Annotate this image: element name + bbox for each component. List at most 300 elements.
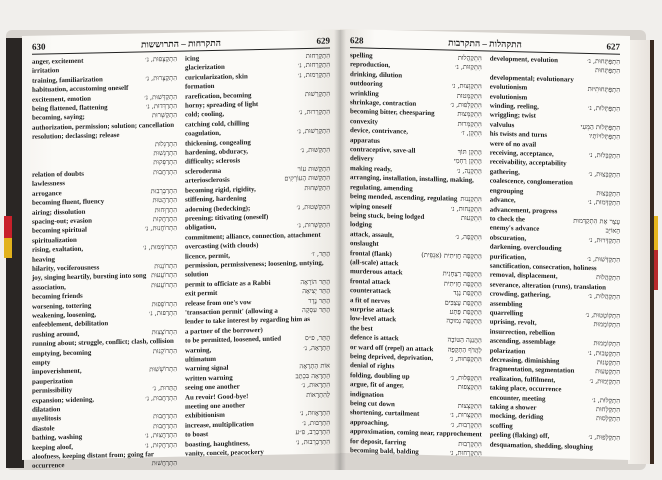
book-page-edges-right xyxy=(628,40,654,464)
entry-english: adorning (bedecking); xyxy=(185,204,251,214)
entry-hebrew: הִתְקַיְּמוּת, נ׳ xyxy=(589,376,620,386)
entry-hebrew: אוֹת הַתְרָאָה xyxy=(299,361,330,371)
left-page xyxy=(22,29,340,471)
entry-english: the best xyxy=(350,324,373,333)
entry-english: to boast xyxy=(185,431,209,439)
entry-english: evolutionism xyxy=(489,93,528,102)
entry-english: association, xyxy=(32,283,66,292)
entry-hebrew: הֶתֵּרוּת, נ׳ xyxy=(152,383,177,393)
entry-english: convexity xyxy=(350,118,378,126)
entry-english: solution xyxy=(185,271,209,279)
entry-hebrew: הִתְפַּתְּלוּיוֹתָיו xyxy=(589,132,620,142)
entry-hebrew: הִתְרַבְרֵב, פ״ע xyxy=(295,427,330,437)
entry-english: boasting, haughtiness, xyxy=(185,439,250,449)
entry-hebrew: הָאוֹיֵב xyxy=(605,226,620,236)
entry-english: becoming fluent, fluency xyxy=(32,198,105,207)
entry-english: icing xyxy=(185,55,200,63)
entry-hebrew: הִתְקַהֲלוּת xyxy=(596,273,620,283)
entry-hebrew: הִתְרַגְּשׁוּת xyxy=(153,148,177,158)
entry-english: being flattened, flattening xyxy=(32,104,108,113)
entry-hebrew: לַהֲדֹף הַתְקָפָה xyxy=(447,345,482,354)
entry-english: rising, exaltation, xyxy=(32,245,84,254)
entry-hebrew: הִתְקַשְּׁחוּת xyxy=(304,183,330,192)
entry-english: regulating, amending xyxy=(350,183,413,193)
entry-hebrew: הִתְקַמְּטוּת xyxy=(456,91,482,101)
entry-hebrew: הִתְקַדְּמוּת, נ׳ xyxy=(588,198,620,207)
entry-hebrew: הִתְקָרְחוּת xyxy=(305,51,330,61)
entry-english: Au revoir! Good-bye! xyxy=(185,392,249,402)
entry-english: pauperization xyxy=(32,377,73,386)
entry-hebrew: הִתְקַעוּת xyxy=(460,213,482,223)
entry-hebrew: הִתְרַחֲבוּת xyxy=(153,421,177,431)
entry-english: being cut down xyxy=(350,400,395,409)
entry-english: uprising, revolt, xyxy=(489,318,537,328)
book-gutter xyxy=(334,30,346,470)
entry-hebrew: הִתְקַוְּצוּת, נ׳ xyxy=(451,81,482,91)
entry-english: spelling xyxy=(350,52,373,60)
entry-english: authorization, permission; solution; cancellation xyxy=(32,121,175,132)
entry-hebrew: הַתְקָפָה נְמוּכָה xyxy=(446,316,482,326)
entry-english: winding, reeling, xyxy=(489,102,539,111)
entry-hebrew: הִתְרַחֲקוּת xyxy=(152,214,177,224)
entry-english: catching cold, chilling xyxy=(185,120,250,129)
entry-hebrew: הַתְרָאָה בִּכְתָב xyxy=(295,371,330,381)
entry-english: rarefication, becoming xyxy=(185,91,252,101)
entry-hebrew: הֻתַּר, פ״ס xyxy=(305,333,330,343)
entry-english: arranging, installation, installing, making, xyxy=(350,174,474,185)
entry-english: permit to officiate as a Rabbi xyxy=(185,279,271,289)
entry-hebrew: הִתְקַנְּנוּת xyxy=(460,194,482,204)
entry-english: obscuration, xyxy=(489,234,527,243)
entry-english: expansion; widening, xyxy=(32,396,95,405)
entry-english: arrogance xyxy=(32,189,62,198)
entry-english: myelitosis xyxy=(32,415,62,424)
entry-english: increase, multiplication xyxy=(185,420,254,430)
running-title: התקהלות – התקרבות xyxy=(448,37,522,50)
entry-hebrew: הִתְרוֹשְׁשׁוּת xyxy=(149,365,177,374)
entry-english: developmental; evolutionary xyxy=(489,74,574,84)
entry-hebrew: הִתְקוֹטְטוּת, נ׳ xyxy=(585,310,620,320)
entry-english: shortening, curtailment xyxy=(350,409,420,419)
entry-hebrew: הִתְקָרְחוּת, נ׳ xyxy=(297,60,330,70)
entry-english: exit permit xyxy=(185,290,218,298)
entry-hebrew: הַתְרָאָה, נ׳ xyxy=(303,343,330,352)
entry-english: anger, excitement xyxy=(32,57,84,66)
entry-hebrew: הִתְקַבְּצוּת xyxy=(596,188,620,198)
entry-hebrew: הִתְקַטְּעוּת xyxy=(595,367,620,377)
entry-english: seeing one another xyxy=(185,383,240,392)
dictionary-column xyxy=(350,51,482,458)
entry-hebrew: הִתְקַשְּׁטוּת, נ׳ xyxy=(296,202,330,211)
entry-english: device, contrivance, xyxy=(350,127,408,136)
entry-english: defence is attack xyxy=(350,334,399,343)
entry-english: darkening, overclouding xyxy=(489,243,562,253)
page-number: 629 xyxy=(316,35,330,46)
entry-english: becoming, saying; xyxy=(32,114,85,123)
entry-english: murderous attack xyxy=(350,268,403,277)
entry-hebrew: הִתְקַטְּבוּת, נ׳ xyxy=(587,348,620,358)
entry-english: spiritualization xyxy=(32,236,77,245)
entry-hebrew: הִתְקַדְּשׁוּת, נ׳ xyxy=(587,254,620,264)
entry-english: cold; cooling, xyxy=(185,111,225,120)
entry-hebrew: הִתְרַפּוּת, נ׳ xyxy=(148,308,177,318)
entry-english: ascending, assemblage xyxy=(489,337,556,347)
entry-english: being deprived, deprivation, xyxy=(350,353,434,363)
entry-english: desquamation, shedding, sloughing xyxy=(489,441,593,451)
entry-hebrew: הִתְרַחֲצוּת, נ׳ xyxy=(145,431,177,440)
entry-english: becoming bald, balding xyxy=(350,447,419,456)
entry-english: meeting one another xyxy=(185,402,246,411)
entry-hebrew: הִתְרוֹעֲעוּת xyxy=(151,280,177,290)
entry-english: crowding, gathering, xyxy=(489,290,551,300)
entry-english: horny; spreading of light xyxy=(185,101,259,110)
entry-english: airing; dissolution xyxy=(32,208,86,217)
entry-english: insurrection, rebellion xyxy=(489,328,555,337)
entry-english: taking a shower xyxy=(489,403,537,412)
entry-hebrew: הִתְקָרְמוּת, נ׳ xyxy=(297,70,330,80)
entry-english: advance, xyxy=(489,196,516,205)
entry-hebrew: הִתְקַשְּׁרוּת xyxy=(152,111,177,120)
entry-english: gathering, xyxy=(489,168,520,177)
entry-english: folding, doubling up xyxy=(350,371,410,381)
entry-english: indignation xyxy=(350,390,384,399)
entry-hebrew: הִתְקַמְּצוּת xyxy=(457,110,482,119)
entry-english: exhibitionism xyxy=(185,412,225,421)
entry-hebrew: הִתְקַלְּחוּת xyxy=(595,405,620,414)
entry-hebrew: הִתְרַהֲטוּת xyxy=(152,195,177,205)
entry-english: becoming spiritual xyxy=(32,226,87,236)
entry-english: heaving xyxy=(32,255,55,264)
entry-english: low-level attack xyxy=(350,315,397,324)
entry-english: contraceptive, save-all xyxy=(350,146,416,155)
entry-hebrew: לְהִתְרָאוֹת xyxy=(306,390,330,399)
entry-english: advancement, progress xyxy=(489,206,558,215)
entry-english: approximation, coming near, rapprochement xyxy=(350,428,482,439)
bookmark-ribbon-red xyxy=(4,216,12,238)
entry-english: severance, alteration (runs), translation xyxy=(489,281,606,292)
entry-hebrew: הִתְרַדְּדוּת, נ׳ xyxy=(146,101,177,111)
dictionary-column xyxy=(490,55,620,458)
entry-english: a partner of the borrower) xyxy=(185,326,263,336)
entry-hebrew: הִתְקוֹמְמוּת xyxy=(593,320,620,330)
entry-english: glacierization xyxy=(185,64,225,72)
entry-hebrew: הִתְרוֹצְצוּת xyxy=(151,327,177,337)
entry-hebrew: הִתְקֵן, ז׳ xyxy=(461,129,482,138)
entry-hebrew: הִתְרָאוּת, נ׳ xyxy=(301,380,330,390)
entry-hebrew: הִתְקַמְּרוּת xyxy=(457,119,482,129)
entry-hebrew: הִתְרַחֲשׁוּת xyxy=(151,459,177,468)
entry-english: argue, fit of anger, xyxy=(350,381,404,390)
entry-english: shrinkage, contraction xyxy=(350,99,417,108)
entry-english: being mended, ascending, regulating xyxy=(350,193,458,203)
entry-english: surprise attack xyxy=(350,306,395,315)
dictionary-column xyxy=(185,51,330,458)
entry-english: keeping aloof, xyxy=(32,443,73,452)
entry-hebrew: הִתְפַּתְּלוּת הַמְּעִי xyxy=(580,122,620,132)
entry-hebrew: הִתְרַבְּרְבוּת xyxy=(150,186,177,195)
entry-english: to be permitted, loosened, untied xyxy=(185,335,282,345)
entry-english: outdooring xyxy=(350,80,383,89)
entry-hebrew: הִתְקַצְּרוּת, נ׳ xyxy=(145,73,177,83)
entry-english: hilarity, vociferousness xyxy=(32,264,100,273)
entry-hebrew: הִתְקַפְּחוּת, נ׳ xyxy=(449,354,482,364)
entry-english: decreasing, diminishing xyxy=(489,356,560,366)
entry-english: dilatation xyxy=(32,406,61,414)
entry-english: impoverishment, xyxy=(32,368,82,377)
entry-english: overcasting (with clouds) xyxy=(185,242,259,251)
entry-hebrew: הַתְקָפָה חֲזִיתִית (אַגְפִית) xyxy=(421,250,482,260)
entry-english: removal, displacement, xyxy=(489,271,558,281)
entry-english: approaching, xyxy=(350,419,389,427)
entry-hebrew: הַתְקָפָה רַצְחָנִית xyxy=(442,269,482,279)
entry-hebrew: הִתְרַגְּלוּת xyxy=(154,139,177,148)
entry-english: apparatus xyxy=(350,136,380,145)
entry-english: a fit of nerves xyxy=(350,296,390,305)
entry-hebrew: הִתְפַּתְּלוּת, נ׳ xyxy=(588,104,620,113)
entry-hebrew: הִתְקַצְּצוּת xyxy=(457,401,482,411)
entry-english: habituation, accustoming oneself xyxy=(32,84,129,95)
dictionary-column xyxy=(32,54,177,471)
entry-english: arteriosclerosis xyxy=(185,176,230,185)
entry-english: drinking, dilution xyxy=(350,70,403,80)
entry-english: emptying, becoming xyxy=(32,349,92,358)
entry-english: permission, permissiveness; loosening, untying, xyxy=(185,259,324,270)
entry-english: attack, assault, xyxy=(350,230,394,239)
entry-hebrew: הִתְקַשּׁוּת, נ׳ xyxy=(300,145,330,155)
entry-english: frontal (flank) xyxy=(350,249,392,258)
entry-hebrew: הִתְרוֹקְנוּת xyxy=(152,346,177,355)
entry-english: thickening, congealing xyxy=(185,138,251,148)
entry-english: spacing-out; evasion xyxy=(32,217,92,226)
entry-hebrew: הִתְרוֹפְפוּת xyxy=(151,299,177,308)
entry-english: licence, permit, xyxy=(185,252,230,261)
entry-hebrew: הִתְקַבְּלוּת, נ׳ xyxy=(588,151,620,160)
entry-hebrew: הֶתֵּר, ז׳ xyxy=(311,249,330,258)
entry-hebrew: הַתְקָנָה, נ׳ xyxy=(456,166,482,176)
entry-english: sanctification, consecration, holiness xyxy=(489,262,597,273)
entry-english: preening; titivating (oneself) xyxy=(185,213,269,223)
entry-hebrew: הִתְקַהֲלוּת, נ׳ xyxy=(588,292,620,301)
entry-english: receiving, acceptance, xyxy=(489,149,554,159)
entry-hebrew: הִתְקָרְשׁוּת xyxy=(305,89,330,98)
entry-hebrew: הֶתֵּר נֶדֶר xyxy=(308,296,330,305)
entry-english: aloofness, keeping distant from; going far xyxy=(32,451,154,461)
entry-hebrew: הִתְרָאֲווּת, נ׳ xyxy=(299,408,330,418)
entry-english: commitment; alliance, connection, attachment xyxy=(185,231,321,242)
entry-hebrew: הַתְקָפַת נֶגֶד xyxy=(453,288,482,298)
entry-hebrew: הִתְרַוְּחוּת xyxy=(154,205,177,214)
entry-english: training, familiarization xyxy=(32,76,103,85)
entry-english: relation of doubts xyxy=(32,170,84,179)
entry-english: lodging xyxy=(350,221,372,230)
entry-hebrew: הִתְפַּתְּחוּת xyxy=(595,66,620,76)
entry-english: warning signal xyxy=(185,365,229,373)
entry-hebrew: הַתְקָפַת פֶּתַע xyxy=(449,307,482,317)
entry-english: to check the xyxy=(489,215,525,224)
entry-hebrew: הִתְקַבְּצוּת, נ׳ xyxy=(588,169,620,179)
entry-hebrew: הִתְרַבּוּת, נ׳ xyxy=(302,418,330,427)
entry-hebrew: הִתְרַחֲקוּת, נ׳ xyxy=(144,440,177,450)
entry-hebrew: הִתְקַהֲלוּת xyxy=(457,53,482,63)
entry-english: worsening, tottering xyxy=(32,302,92,311)
entry-english: wriggling; twist xyxy=(489,112,536,121)
entry-hebrew: הִתְקוֹמְמוּת xyxy=(593,339,620,348)
entry-english: weakening, loosening, xyxy=(32,311,97,320)
entry-hebrew: הִתְרַחֲבוּת, נ׳ xyxy=(145,393,177,403)
entry-english: becoming friends xyxy=(32,292,83,301)
entry-english: rushing around, xyxy=(32,330,80,339)
entry-english: coagulation, xyxy=(185,130,221,138)
bookmark-ribbon-yellow xyxy=(4,238,12,258)
entry-hebrew: הִתְקַלְּפוּת, נ׳ xyxy=(450,100,482,110)
entry-english: being stuck, being lodged xyxy=(350,212,425,221)
entry-english: written warning xyxy=(185,374,233,383)
entry-english: or ward off (repel) an attack xyxy=(350,343,434,353)
entry-hebrew: הִתְפַּתְּחוּת, נ׳ xyxy=(587,56,620,66)
entry-hebrew: הִתְרַחֲבוּת xyxy=(153,412,177,421)
entry-english: becoming bitter, cheesparing xyxy=(350,108,435,118)
entry-english: engrouping xyxy=(489,187,524,196)
entry-english: polarization xyxy=(489,347,526,356)
page-number: 627 xyxy=(606,41,620,52)
entry-english: valvulus xyxy=(489,121,515,130)
entry-english: taking place, occurrence xyxy=(489,384,562,394)
entry-hebrew: הִתְרוֹמְמוּת, נ׳ xyxy=(142,242,177,252)
page-number: 630 xyxy=(32,41,46,52)
entry-hebrew: הִתְקָרְבוּת xyxy=(458,439,482,449)
entry-hebrew: הִתְקַדְּרוּת, נ׳ xyxy=(588,235,620,245)
entry-english: hardening, obduracy, xyxy=(185,148,248,157)
entry-english: were of no avail xyxy=(489,140,537,149)
entry-english: release from one's vow xyxy=(185,298,252,308)
entry-english: (all-scale) attack xyxy=(350,259,399,268)
entry-hebrew: הִתְרוֹחֲנוּת, נ׳ xyxy=(144,224,177,233)
entry-hebrew: הִתְרַפְּקוּת xyxy=(153,158,177,167)
entry-english: peeling (flaking) off, xyxy=(489,431,550,441)
entry-english: scoffing xyxy=(489,422,513,430)
entry-english: enemy's advance xyxy=(489,224,540,234)
entry-hebrew: עָצַר אֶת הִתְקַדְּמוּת xyxy=(573,216,620,226)
entry-english: coalescence, conglomeration xyxy=(489,177,573,187)
entry-hebrew: הִתְרוֹנְנוּת xyxy=(154,261,177,271)
entry-hebrew: הֶתְקֵן רַחְמִי xyxy=(453,157,482,166)
entry-english: reproduction, xyxy=(350,61,391,70)
entry-english: mocking, deriding xyxy=(489,413,544,422)
entry-english: onslaught xyxy=(350,240,379,248)
entry-english: difficulty; sclerosis xyxy=(185,157,241,167)
entry-english: empty xyxy=(32,359,51,367)
entry-english: fragmentation, segmentation xyxy=(489,365,575,376)
entry-hebrew: הִתְרַחֲבוּת xyxy=(153,167,177,177)
entry-english: bathing, washing xyxy=(32,433,83,443)
entry-english: permissibility xyxy=(32,387,73,396)
entry-hebrew: הַתְקָפַת עֲצַבִּים xyxy=(444,298,482,307)
entry-hebrew: הִתְקַלְּפוּת, נ׳ xyxy=(588,433,620,443)
entry-hebrew: הִתְקַשּׁוּת עוֹר xyxy=(297,164,330,174)
entry-english: scleroderma xyxy=(185,167,222,176)
entry-hebrew: הַתְקָפָה חֲזִיתִית xyxy=(443,279,482,289)
entry-english: evolutionism xyxy=(489,83,528,92)
entry-english: warning, xyxy=(185,346,212,355)
entry-hebrew: הֶתֵּר עִסְקָה xyxy=(302,305,330,315)
right-page xyxy=(340,29,630,460)
entry-hebrew: הִתְקָרְשׁוּת, נ׳ xyxy=(297,126,330,136)
entry-english: lender to take interest by regarding him as xyxy=(185,316,310,326)
entry-english: purification, xyxy=(489,253,527,261)
entry-english: 'transaction permit' (allowing a xyxy=(185,307,278,317)
entry-english: lawlessness xyxy=(32,180,65,189)
entry-english: becoming rigid, rigidity, xyxy=(185,185,256,195)
entry-english: vanity, conceit, peacockery xyxy=(185,448,264,458)
entry-english: irritation xyxy=(32,67,60,76)
entry-english: running about; struggle, conflict; clash, collision xyxy=(32,338,174,348)
entry-english: for deposit, farring xyxy=(350,437,406,447)
entry-hebrew: הַהֲגַנָּה הַטּוֹבָה xyxy=(447,335,482,345)
entry-english: quarrelling xyxy=(489,309,523,318)
entry-hebrew: הִתְקָרְרוּת, נ׳ xyxy=(298,107,330,117)
entry-hebrew: הִתְרוֹעֲעוּת xyxy=(151,271,177,280)
entry-english: enfeeblement, debilitation xyxy=(32,320,109,330)
entry-hebrew: הִתְקַטְּנוּת xyxy=(596,358,620,367)
entry-hebrew: הִתְקַצְּפוּת, נ׳ xyxy=(145,54,177,64)
entry-english: stiffening, hardening xyxy=(185,195,247,204)
entry-hebrew: הִתְקַדְּשׁוּת, נ׳ xyxy=(144,92,177,102)
entry-hebrew: הֶתֵּר יְצִיאָה xyxy=(302,286,330,296)
entry-english: frontal attack xyxy=(350,277,391,286)
entry-english: occurrence xyxy=(32,462,65,471)
entry-hebrew: הִתְקַפְּלוּת, נ׳ xyxy=(450,373,482,383)
entry-hebrew: הִתְקַנְּחוּת, נ׳ xyxy=(450,204,482,213)
entry-english: excitement, emotion xyxy=(32,95,91,104)
entry-hebrew: הִתְקַלּוּת, נ׳ xyxy=(592,395,620,405)
entry-english: realization, fulfilment, xyxy=(489,375,556,384)
entry-english: making ready, xyxy=(350,165,392,174)
entry-english: denial of rights xyxy=(350,362,395,371)
entry-english: encounter, meeting xyxy=(489,394,546,403)
entry-english: development, evolution xyxy=(489,55,558,65)
entry-english: assembling xyxy=(489,300,523,308)
entry-hebrew: הֶתְקֵן תּוֹךְ xyxy=(457,147,482,157)
entry-english: obligation, xyxy=(185,224,217,232)
entry-english: delivery xyxy=(350,155,374,164)
entry-hebrew: הִתְקַלְּסוּת xyxy=(596,414,620,424)
entry-hebrew: הִתְפַּתְּחוּתִיּוּת xyxy=(587,85,620,94)
entry-english: joy, singing heartily, bursting into song xyxy=(32,272,147,283)
entry-english: wrinkling xyxy=(350,89,379,98)
entry-hebrew: הִתְקַצְּרוּת, נ׳ xyxy=(450,411,482,420)
entry-hebrew: הִתְקַשְּׁרוּת, נ׳ xyxy=(297,220,330,230)
entry-hebrew: הִתְקַוּוּת, נ׳ xyxy=(455,63,482,72)
entry-english: counterattack xyxy=(350,287,391,296)
entry-hebrew: הִתְרַבְרְבוּת, נ׳ xyxy=(295,437,330,446)
entry-hebrew: הִתְקָרְחוּת, נ׳ xyxy=(449,448,482,458)
entry-english: ultimatum xyxy=(185,355,217,364)
entry-english: resolution; declassing; release xyxy=(32,132,120,142)
entry-hebrew: הִתְקַצְּפוּת xyxy=(457,383,482,392)
entry-english: formation xyxy=(185,83,215,91)
page-number: 628 xyxy=(350,35,364,46)
entry-english: his twists and turns xyxy=(489,130,548,140)
entry-english: wiping oneself xyxy=(350,202,392,211)
entry-english: curicularization, skin xyxy=(185,73,248,82)
entry-hebrew: הִתְקָפָה, נ׳ xyxy=(455,232,482,242)
entry-hebrew: הִתְקָרְבוּת, נ׳ xyxy=(450,420,482,430)
entry-hebrew: הִתְקַשּׁוּת הָעוֹרְקִים xyxy=(284,173,330,183)
running-title: התקרחות – התרוששות xyxy=(141,37,221,50)
entry-hebrew: הֶתֵּר הוֹרָאָה xyxy=(300,277,330,286)
entry-english: diastole xyxy=(32,425,55,433)
entry-english: receivability, acceptability xyxy=(489,159,567,168)
